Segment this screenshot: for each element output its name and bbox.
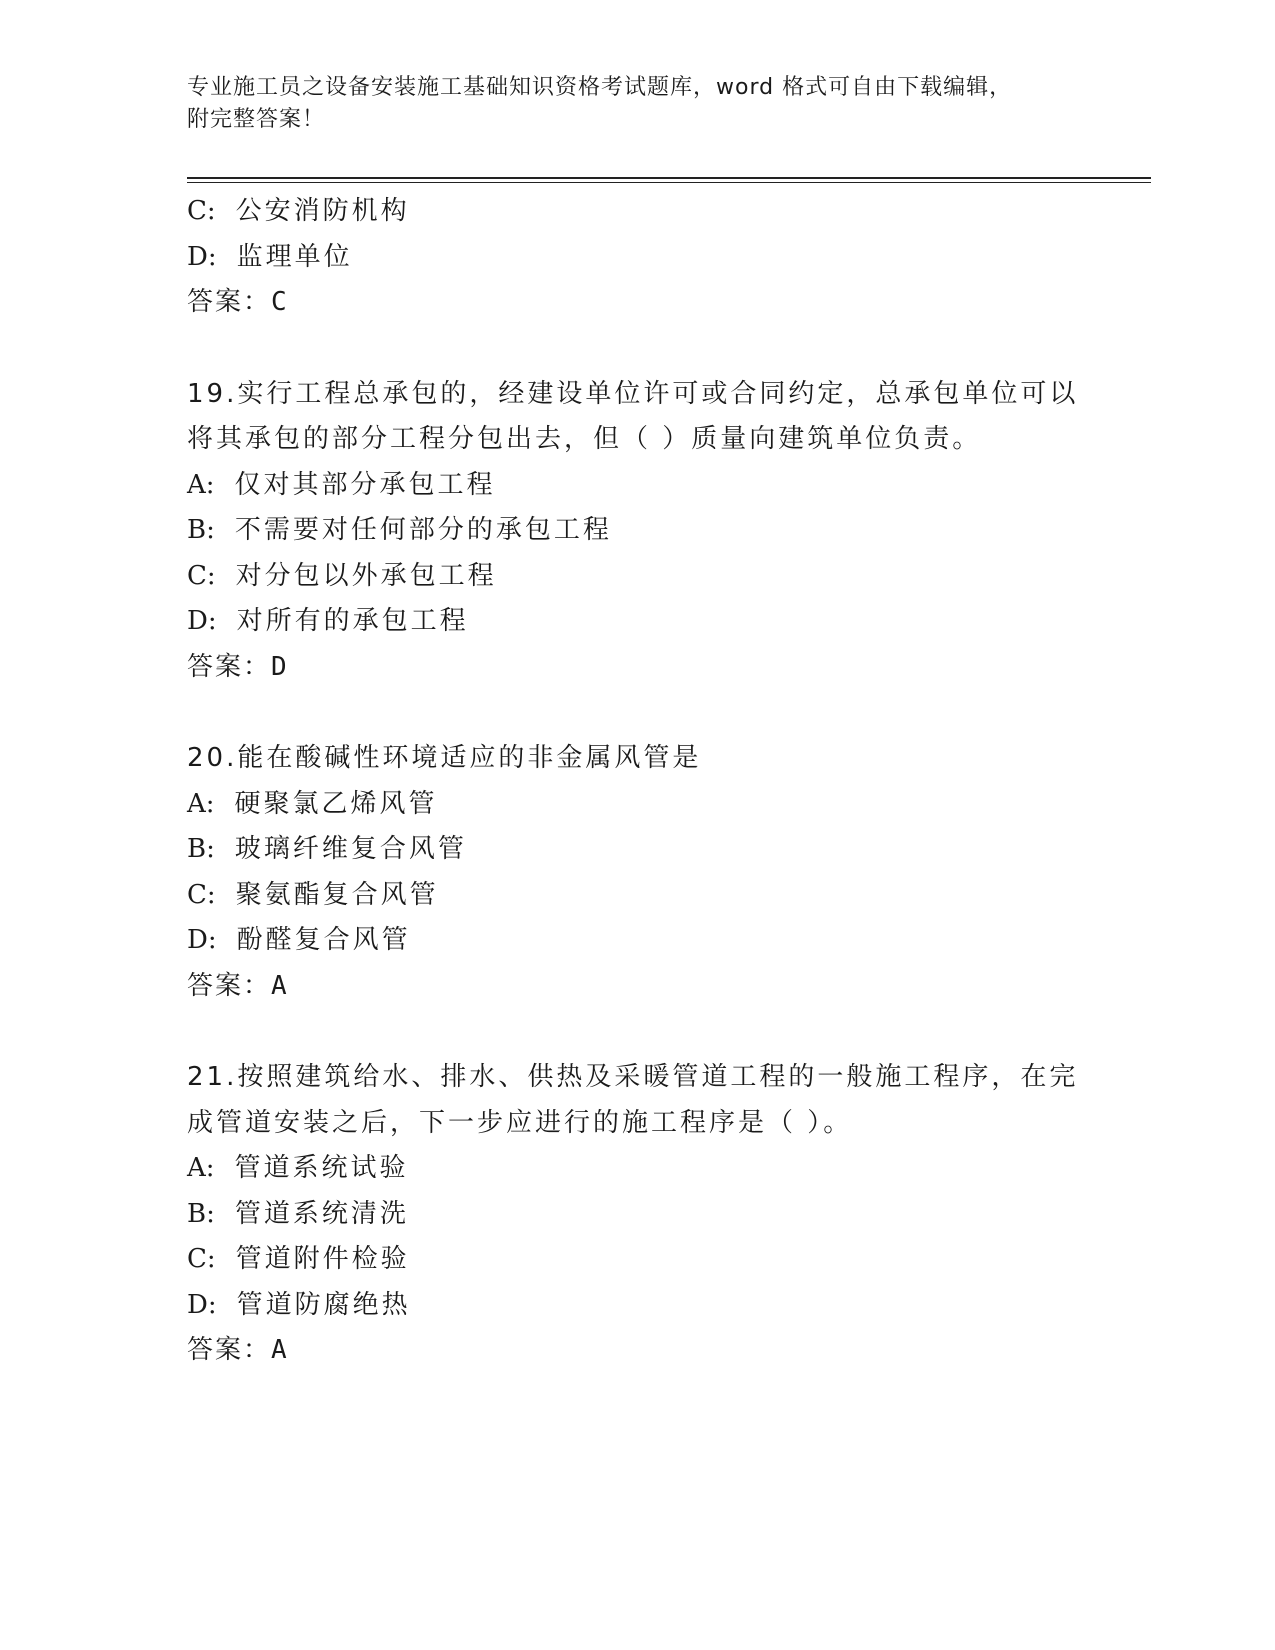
option-letter: A: [187,469,215,500]
option-a [187,782,1087,828]
option-text: 硬聚氯乙烯风管 [234,788,438,819]
option-text: 监理单位 [236,241,353,272]
option-text: 聚氨酯复合风管 [235,879,439,910]
option-letter: D: [187,925,217,955]
option-d [187,1283,1087,1329]
question-block-21 [187,1055,1087,1374]
question-text-line: 20.能在酸碱性环境适应的非金属风管是 [187,743,702,773]
option-letter: D: [187,606,217,636]
option-letter: B: [187,1198,215,1229]
document-header [187,72,1087,136]
header-divider-thick [187,177,1151,179]
option-c [187,554,1087,600]
option-text: 对分包以外承包工程 [235,560,497,591]
option-text: 玻璃纤维复合风管 [234,834,467,864]
header-line-2: 附完整答案！ [187,107,326,132]
question-text-line: 21.按照建筑给水、排水、供热及采暖管道工程的一般施工程序，在完 [187,1062,1079,1092]
answer-line: 答案：C [187,287,289,317]
option-a [187,463,1087,509]
option-b [187,827,1087,873]
option-letter: B: [187,834,215,864]
question-block-previous [187,189,1087,326]
option-text: 管道系统清洗 [234,1198,409,1229]
answer-line: 答案：D [187,651,289,682]
option-c [187,189,1087,235]
option-d [187,235,1087,281]
question-text-line: 19.实行工程总承包的，经建设单位许可或合同约定，总承包单位可以 [187,378,1079,409]
answer-line: 答案：A [187,1335,289,1365]
question-text-line: 成管道安装之后，下一步应进行的施工程序是（ ）。 [187,1107,853,1138]
option-text: 不需要对任何部分的承包工程 [234,515,612,545]
question-text-line: 将其承包的部分工程分包出去，但（ ）质量向建筑单位负责。 [187,424,982,454]
option-c [187,873,1087,919]
question-list [187,189,1087,1374]
option-letter: D: [187,1289,217,1320]
option-d [187,918,1087,964]
answer-line: 答案：A [187,970,289,1001]
option-text: 管道系统试验 [234,1153,409,1183]
option-letter: C: [187,1244,216,1274]
option-letter: D: [187,241,217,272]
option-letter: A: [187,788,215,819]
option-letter: C: [187,560,216,591]
option-text: 管道防腐绝热 [236,1289,411,1320]
option-text: 对所有的承包工程 [236,606,469,636]
option-letter: A: [187,1153,215,1183]
option-letter: C: [187,196,216,226]
question-block-19 [187,372,1087,691]
option-c [187,1237,1087,1283]
option-text: 仅对其部分承包工程 [234,469,496,500]
option-d [187,599,1087,645]
option-text: 管道附件检验 [235,1244,410,1274]
option-b [187,1192,1087,1238]
option-text: 酚醛复合风管 [236,925,411,955]
header-divider-thin [187,182,1151,183]
option-text: 公安消防机构 [235,196,410,226]
header-line-1: 专业施工员之设备安装施工基础知识资格考试题库，word 格式可自由下载编辑， [187,75,1013,100]
option-letter: B: [187,515,215,545]
option-a [187,1146,1087,1192]
option-letter: C: [187,879,216,910]
question-block-20 [187,736,1087,1009]
option-b [187,508,1087,554]
